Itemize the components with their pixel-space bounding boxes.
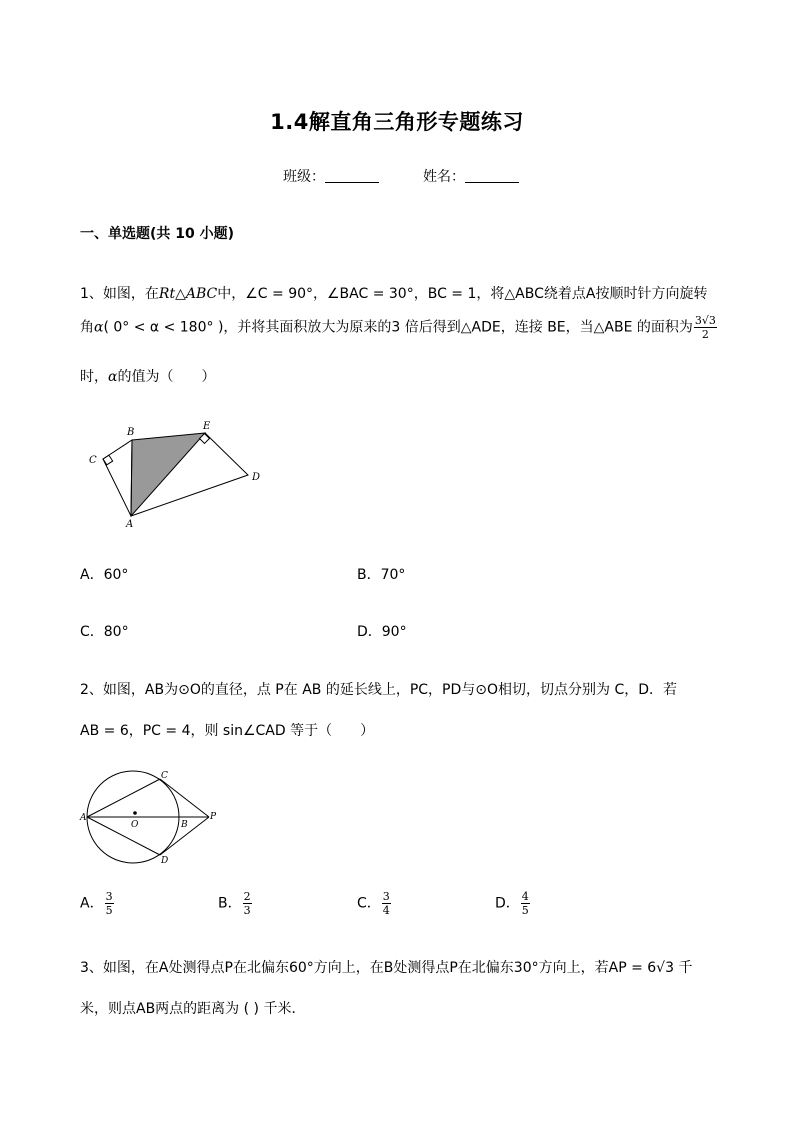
q2-line-2: AB = 6，PC = 4，则 sin∠CAD 等于（ ） [80, 723, 375, 739]
q2-option-c-num: 3 [382, 890, 390, 903]
q1-text-a: 如图，在 [102, 286, 159, 302]
q2-option-d-num: 4 [521, 890, 529, 903]
q2-option-c[interactable] [357, 890, 392, 917]
class-field [283, 166, 379, 186]
class-label: 班级： [283, 169, 325, 185]
q1-area-fraction [694, 314, 717, 341]
q2-option-b-den: 3 [243, 904, 251, 917]
q1-option-b[interactable]: B．70° [357, 567, 406, 583]
q1-l3-c: 的值为（ ） [117, 369, 216, 385]
q1-l3-a: 时， [80, 369, 108, 385]
q2-option-b-num: 2 [243, 890, 251, 903]
q3-line-2: 米，则点AB两点的距离为 ( ) 千米． [80, 1001, 306, 1017]
q2-center-dot [133, 811, 137, 815]
q2-label-b: B [181, 820, 188, 830]
q2-option-c-den: 4 [382, 904, 390, 917]
class-blank [325, 168, 379, 183]
q2-label-d: D [161, 856, 169, 866]
section-heading: 一、单选题(共 10 小题) [80, 226, 235, 242]
q1-l3-alpha: α [108, 369, 118, 385]
q1-l2-a: 角 [80, 319, 94, 336]
q1-triangle: Rt△ABC [158, 286, 218, 302]
q2-option-d-den: 5 [521, 904, 529, 917]
name-label: 姓名： [423, 169, 465, 185]
q2-option-a[interactable] [80, 890, 115, 917]
q2-option-d-fraction [521, 890, 530, 917]
q3-text-1: 如图，在A处测得点P在北偏东60°方向上，在B处测得点P在北偏东30°方向上，若AP = 6√3 千 [102, 960, 693, 976]
q1-right-angle-c [103, 455, 113, 465]
q1-option-d[interactable]: D．90° [357, 624, 407, 640]
q3-number: 3、 [80, 960, 103, 976]
q2-text-1: 如图，AB为⊙O的直径，点 P在 AB 的延长线上，PC，PD与⊙O相切，切点分别为 C，D．若 [102, 682, 678, 698]
q2-option-b-fraction [243, 890, 252, 917]
q1-label-e: E [203, 421, 211, 432]
q2-label-p: P [210, 812, 217, 822]
q1-label-a: A [126, 519, 134, 530]
q2-label-c: C [161, 771, 168, 781]
q3-line-1 [80, 957, 692, 977]
q2-label-a: A [80, 813, 87, 823]
q2-option-a-letter: A． [80, 895, 104, 912]
q2-option-a-den: 5 [105, 904, 113, 917]
q2-option-b-letter: B． [218, 895, 242, 912]
q1-text-c: 中，∠C = 90°，∠BAC = 30°，BC = 1，将△ABC绕着点A按顺时针方向旋转 [217, 286, 708, 302]
q2-option-d[interactable] [495, 890, 531, 917]
q2-option-c-fraction [382, 890, 391, 917]
q1-frac-den: 2 [701, 328, 709, 341]
q2-label-o: O [131, 820, 139, 830]
q1-line-1 [80, 283, 707, 303]
name-field [423, 166, 519, 186]
q1-option-a[interactable]: A．60° [80, 567, 129, 583]
q1-number: 1、 [80, 286, 103, 302]
q1-alpha: α [94, 319, 104, 336]
q2-line-1 [80, 679, 677, 699]
q1-label-b: B [127, 427, 135, 438]
q1-triangle-abc [103, 440, 132, 516]
q2-figure [78, 768, 228, 868]
q2-line-ad [87, 817, 160, 855]
q2-option-b[interactable] [218, 890, 253, 917]
q2-option-a-num: 3 [105, 890, 113, 903]
q2-option-a-fraction [105, 890, 114, 917]
q1-option-c[interactable]: C．80° [80, 624, 129, 640]
q2-number: 2、 [80, 682, 103, 698]
page-title: 1.4解直角三角形专题练习 [270, 110, 524, 134]
q1-line-3 [80, 366, 215, 386]
q1-figure [80, 415, 280, 535]
q1-label-c: C [89, 455, 97, 466]
q2-option-c-letter: C． [357, 895, 381, 912]
q2-line-pc [160, 779, 209, 817]
name-blank [465, 168, 519, 183]
q2-option-d-letter: D． [495, 895, 520, 912]
q1-label-d: D [252, 472, 261, 483]
q1-line-2 [80, 314, 718, 341]
q2-line-ac [87, 779, 160, 817]
q1-frac-num: 3√3 [694, 314, 716, 327]
q1-l2-c: ( 0° < α < 180° )，并将其面积放大为原来的3 倍后得到△ADE，连接 BE，当△ABE 的面积为 [103, 319, 693, 336]
